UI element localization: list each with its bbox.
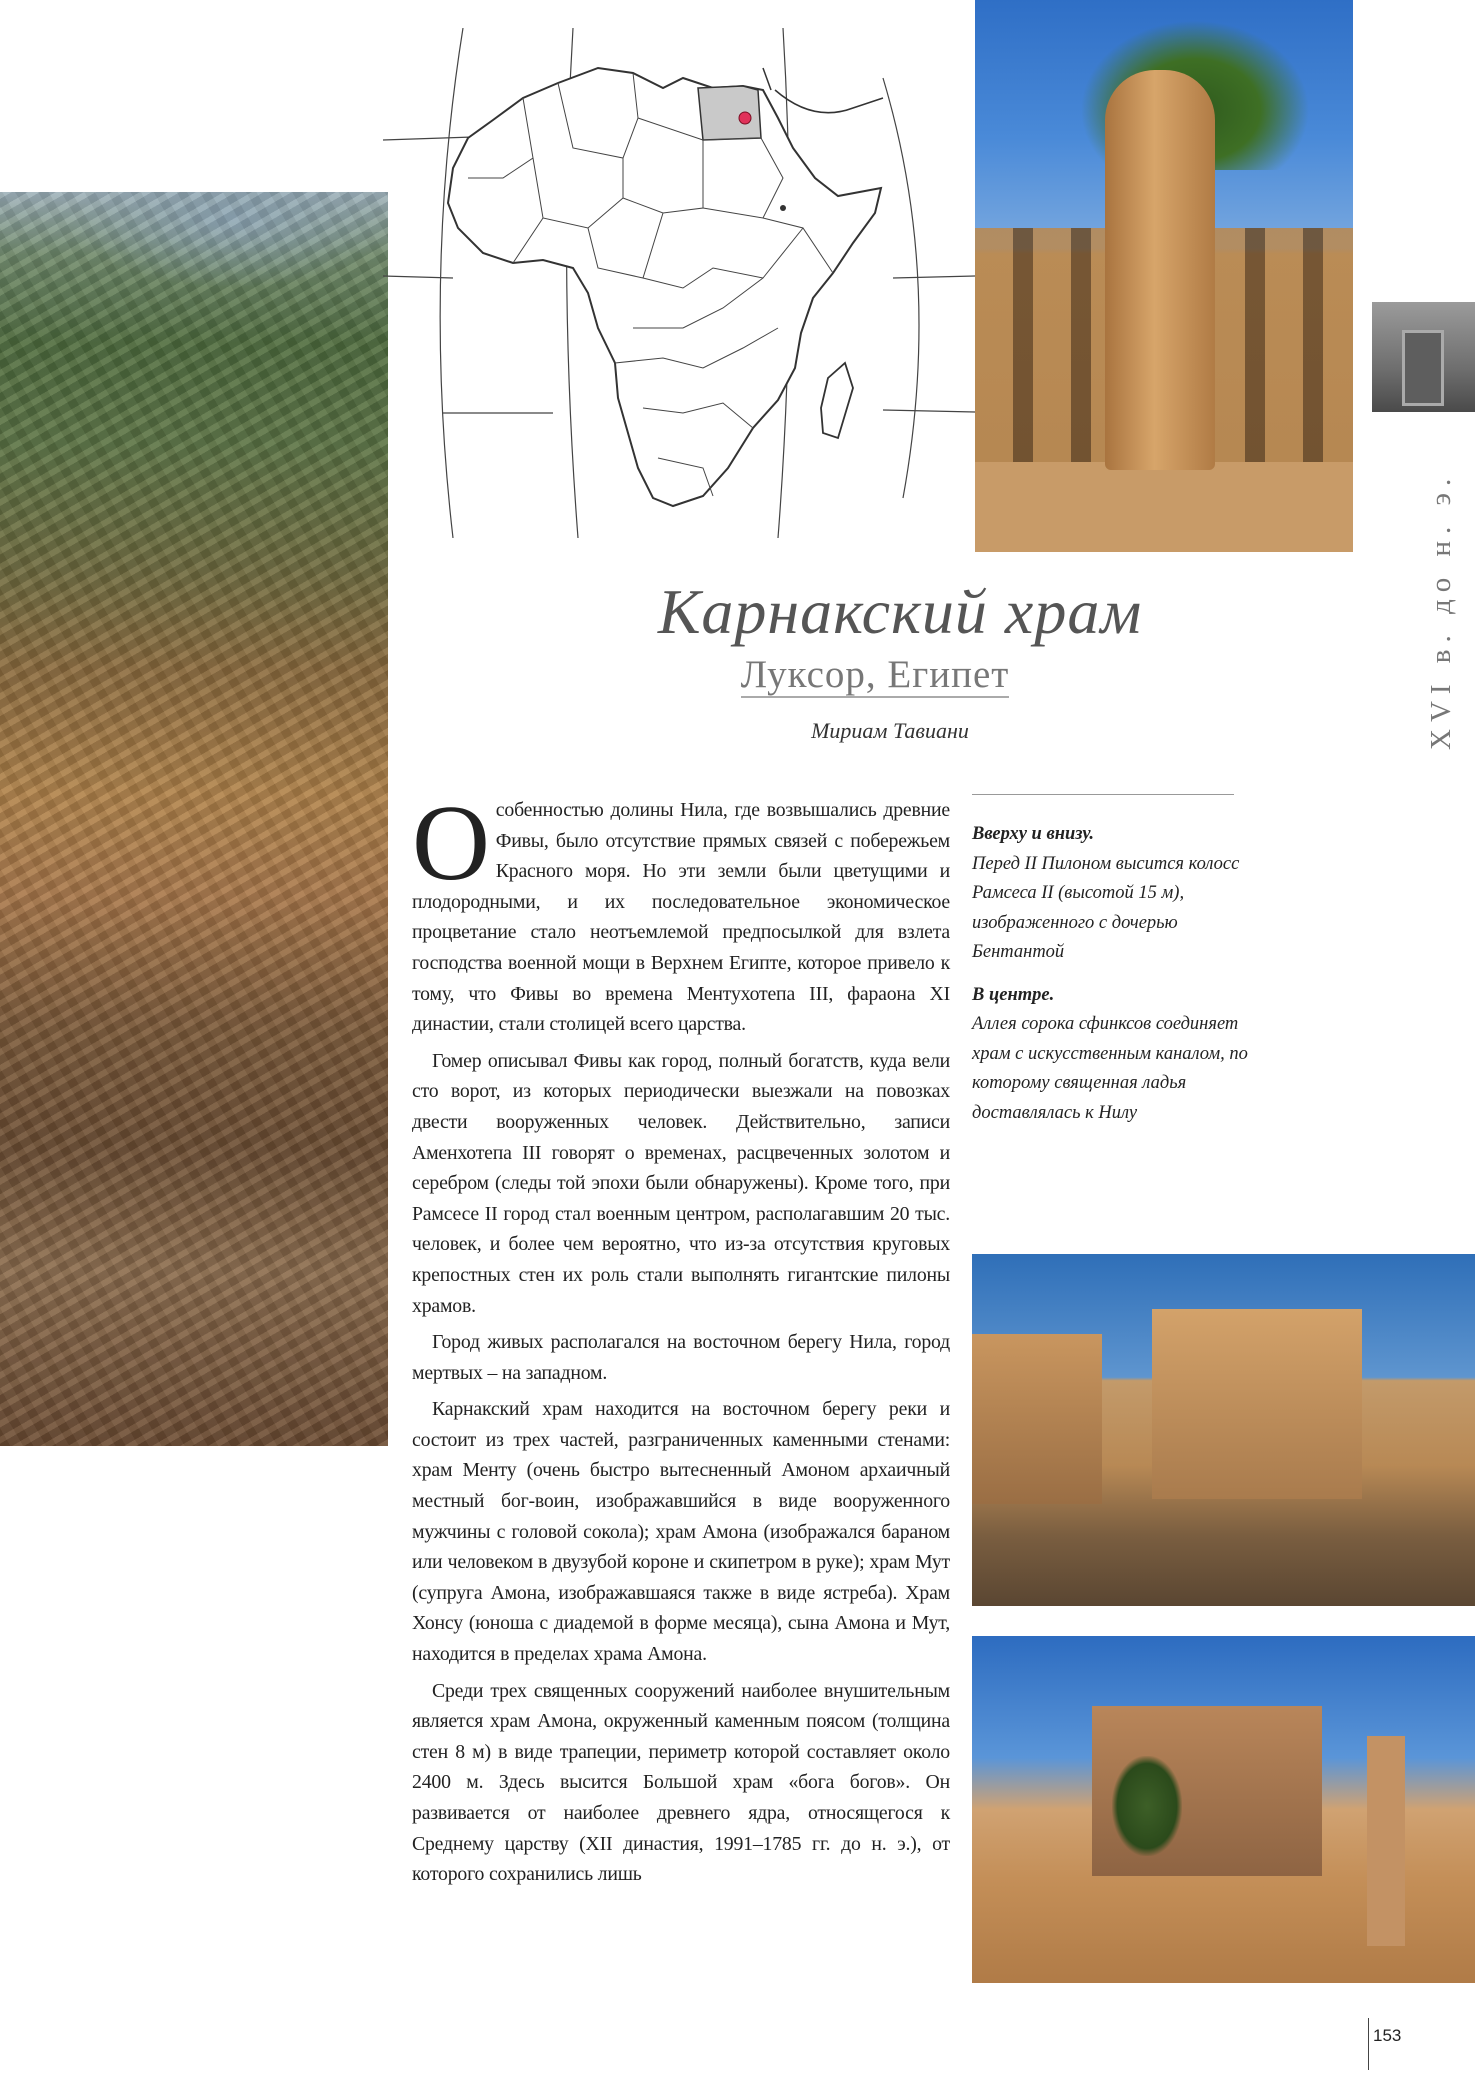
article-author: Мириам Тавиани (811, 718, 969, 743)
map-parallel (383, 276, 453, 278)
paragraph-5: Среди трех священных сооружений наиболее внушительным является храм Амона, окруженный каменным поясом (толщина стен 8 м) в виде трапеции, периметр которой составляет около 2400 м. Здесь высится Большой храм «бога богов». Он развивается от наиболее древнего ядра, относящегося к Среднему царству (XII династия, 1991–1785 гг. до н. э.), от которого сохранились лишь (412, 1679, 950, 1886)
paragraph-2: Гомер описывал Фивы как город, полный богатств, куда вели сто ворот, из которых периодически выезжали на повозках двести вооруженных человек. Действительно, записи Аменхотепа III говорят о временах, расцвеченных золотом и серебром (следы той эпохи были обнаружены). Кроме того, при Рамсесе II город стал военным центром, располагавшим 20 тыс. человек, и более чем вероятно, что из-за отсутствия круговых крепостных стен их роль стали выполнять гигантские пилоны храмов. (412, 1049, 950, 1317)
caption-top-bottom (972, 820, 1252, 968)
photo-temple-ruins (972, 1636, 1475, 1983)
drop-cap: О (412, 784, 490, 903)
page-number-rule (1368, 2018, 1369, 2070)
sinai-coast (763, 68, 771, 90)
ruin-column (1367, 1736, 1405, 1946)
caption-heading: Вверху и внизу. (972, 824, 1095, 844)
photo-captions (972, 820, 1252, 1141)
paragraph-3: Город живых располагался на восточном берегу Нила, город мертвых – на западном. (412, 1331, 950, 1384)
aerial-photo-thebes (0, 192, 388, 1446)
luxor-marker (739, 112, 751, 124)
map-meridian (883, 78, 919, 498)
page-number: 153 (1373, 2026, 1402, 2045)
small-location-dot (780, 205, 786, 211)
arabia-coast (775, 90, 883, 113)
map-parallel (883, 410, 975, 412)
map-meridian (440, 28, 463, 538)
caption-rule (972, 794, 1234, 795)
ground (975, 462, 1353, 552)
paragraph-1 (412, 784, 950, 1040)
paragraph-1-text: собенностью долины Нила, где возвышались древние Фивы, было отсутствие прямых связей с побережьем Красного моря. Но эти земли были цветущими и плодородными, и их последовательное экономическое процветание стало неотъемлемой предпосылкой для взлета господства военной мощи в Верхнем Египте, которое привело к тому, что Фивы во времена Ментухотепа III, фараона XI династии, стали столицей всего царства. (412, 799, 950, 1036)
egypt-highlight (698, 86, 761, 140)
madagascar (821, 363, 853, 438)
subtitle-text: Луксор, Египет (740, 653, 1010, 696)
colossus-statue (1105, 70, 1215, 470)
article-body (412, 784, 950, 1896)
ruin-tree (1112, 1756, 1182, 1856)
first-pylon (1152, 1309, 1362, 1499)
caption-center (972, 981, 1252, 1129)
africa-locator-map (383, 28, 975, 538)
paragraph-4: Карнакский храм находится на восточном берегу реки и состоит из трех частей, разграниченных каменными стенами: храм Менту (очень быстро вытесненный Амоном архаичный местный бог-воин, изображавшийся в виде вооруженного мужчины с головой сокола); храм Амона (изображался бараном или человеком в двузубой короне и скипетром в руке); храм Мут (супруга Амона, изображавшаяся также в виде ястреба). Храм Хонсу (юноша с диадемой в форме месяца), сына Амона и Мут, находится в пределах храма Амона. (412, 1398, 950, 1666)
africa-outline (448, 68, 881, 506)
era-label-text: XVI в. до н. э. (1425, 471, 1457, 750)
article-subtitle (520, 652, 1230, 697)
photo-sphinx-avenue (972, 1254, 1475, 1606)
map-parallel (893, 276, 975, 278)
side-thumbnail-photo (1372, 302, 1475, 412)
era-side-label (1395, 420, 1455, 770)
caption-heading: В центре. (972, 984, 1055, 1005)
caption-text: Аллея сорока сфинксов соединяет храм с искусственным каналом, по которому священная ладья доставлялась к Нилу (972, 1014, 1248, 1123)
pylon-left (972, 1334, 1102, 1504)
article-title: Карнакский храм (657, 576, 1143, 647)
caption-text: Перед II Пилоном высится колосс Рамсеса II (высотой 15 м), изображенного с дочерью Бентантой (972, 853, 1240, 962)
photo-ramesses-colossus (975, 0, 1353, 552)
